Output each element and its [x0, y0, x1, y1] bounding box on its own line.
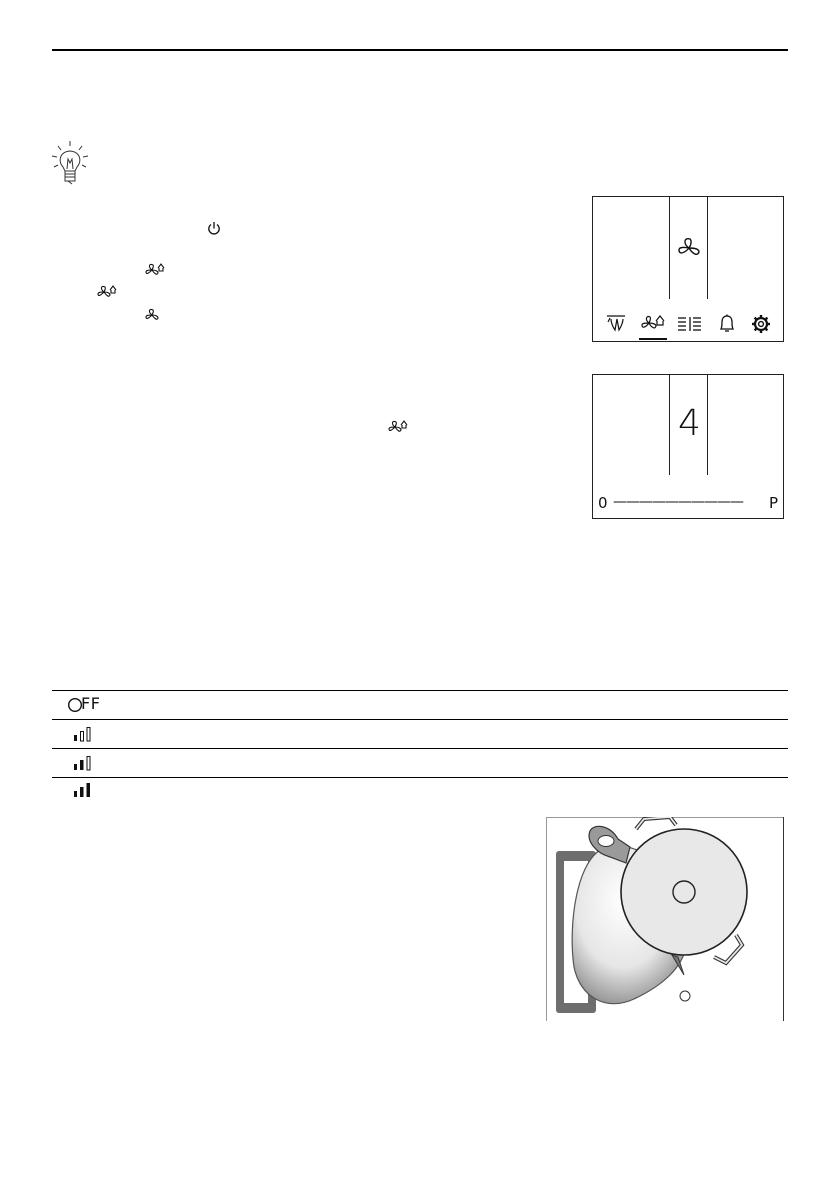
menu-icon[interactable] — [677, 316, 703, 332]
gear-icon[interactable] — [751, 314, 771, 334]
scale-start: 0 — [598, 494, 608, 512]
off-label: FF — [81, 694, 101, 713]
scale-dashes: —————————— — [613, 494, 743, 510]
fan-auto-icon[interactable] — [641, 313, 665, 333]
power-icon — [207, 221, 221, 236]
scale-end: P — [769, 494, 779, 512]
display-panel-level — [592, 374, 784, 519]
header-rule — [52, 49, 788, 51]
fan-auto-inline-icon — [388, 419, 408, 435]
fan-inline-icon — [145, 307, 161, 323]
bell-icon[interactable] — [718, 314, 736, 334]
active-tab-underline — [639, 338, 667, 340]
level-value: 4 — [678, 403, 701, 444]
panel-divider — [669, 197, 670, 299]
signal-3-icon — [73, 782, 95, 798]
hob-illustration — [546, 817, 784, 1021]
table-row — [52, 749, 788, 778]
panel-divider — [669, 375, 670, 475]
panel-divider — [707, 197, 708, 299]
hob-illustration-svg — [546, 817, 784, 1021]
table-row — [52, 720, 788, 749]
lightbulb-tip-icon — [50, 140, 90, 186]
signal-1-icon — [73, 726, 95, 742]
signal-2-icon — [73, 755, 95, 771]
fan-auto-inline-icon — [145, 262, 165, 278]
table-row — [52, 691, 788, 720]
table-row — [52, 778, 788, 806]
hob-zone-icon — [680, 991, 690, 1001]
panel-divider — [707, 375, 708, 475]
hand-sensor-icon[interactable] — [605, 313, 629, 333]
display-panel-fan — [592, 196, 784, 342]
fan-auto-inline-icon — [97, 284, 117, 300]
fan-icon — [677, 235, 703, 261]
